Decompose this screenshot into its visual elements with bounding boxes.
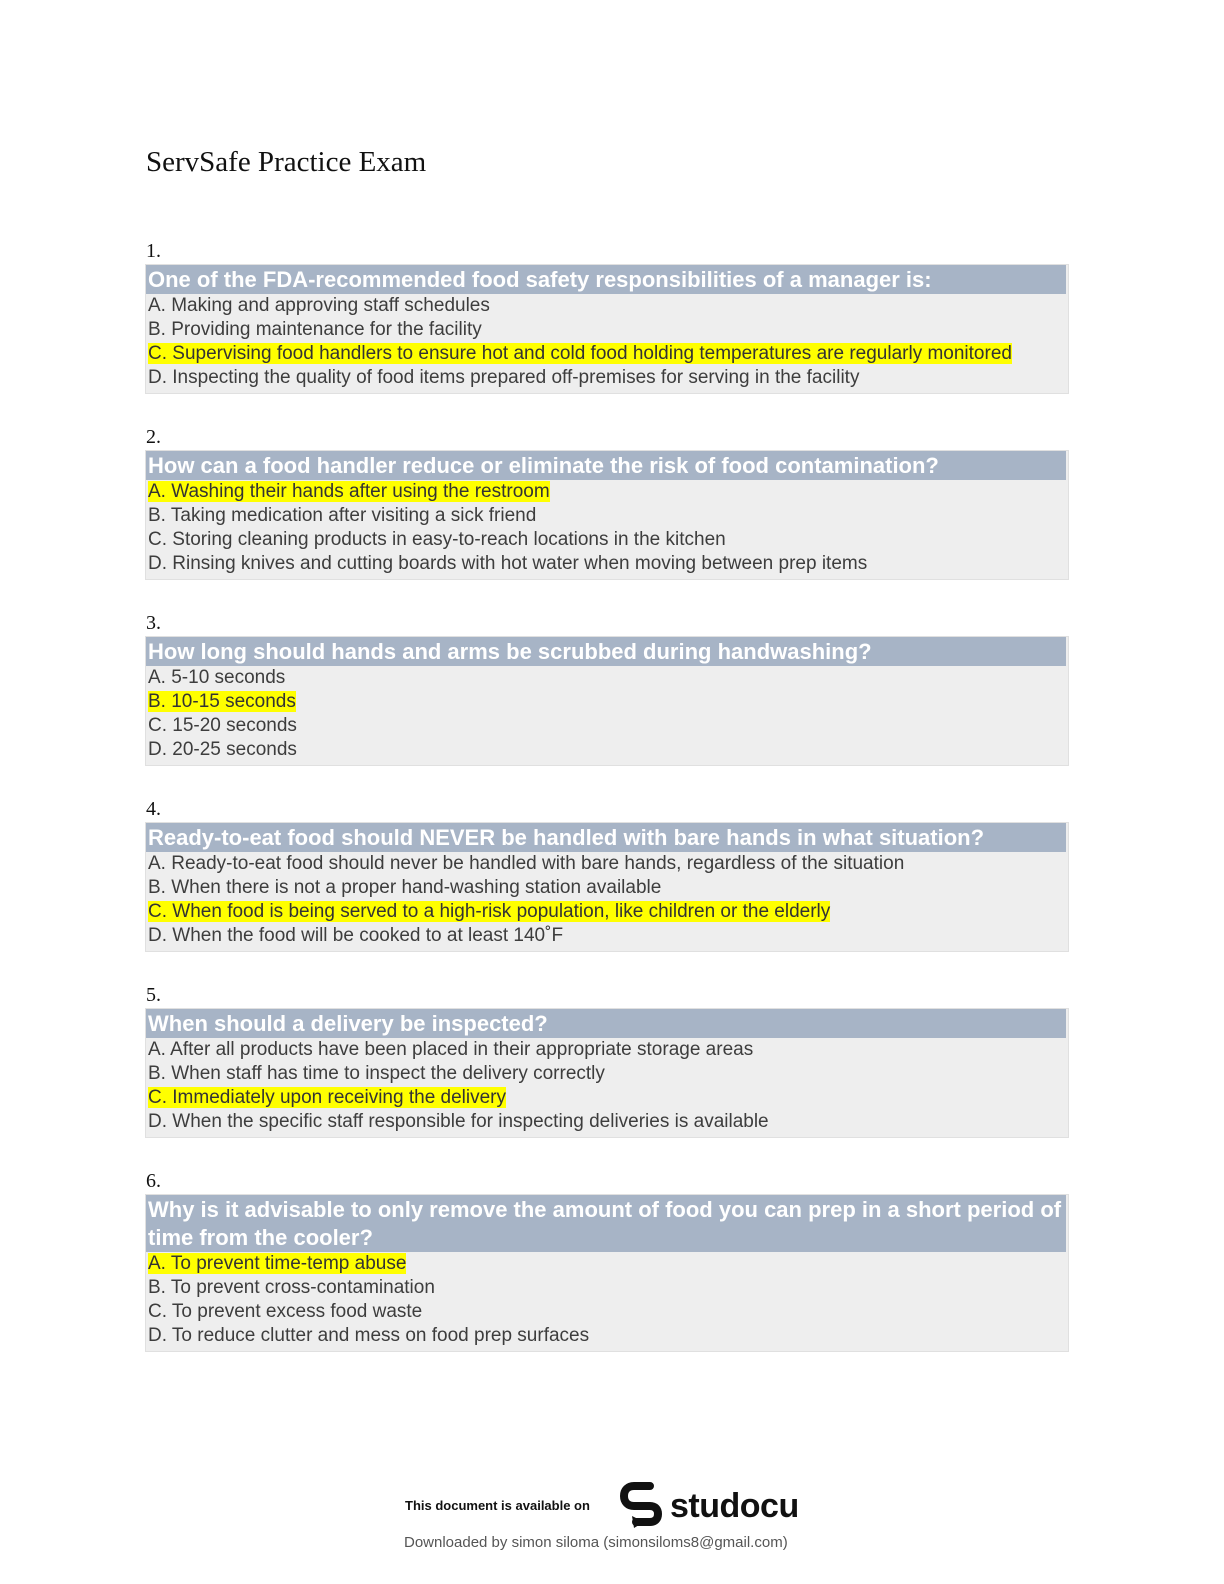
answer-option-text: A. Making and approving staff schedules	[148, 295, 490, 316]
question-text: How long should hands and arms be scrubbed during handwashing?	[146, 637, 1066, 666]
answer-option	[146, 924, 1068, 948]
answer-option-correct	[146, 480, 1068, 504]
answer-option	[146, 1324, 1068, 1348]
question-block	[145, 424, 1069, 580]
question-box	[145, 1008, 1069, 1138]
question-text: One of the FDA-recommended food safety responsibilities of a manager is:	[146, 265, 1066, 294]
answer-option-text: C. To prevent excess food waste	[148, 1301, 423, 1322]
answer-option-text: C. Immediately upon receiving the delivery	[148, 1087, 507, 1108]
answer-option	[146, 876, 1068, 900]
question-box	[145, 636, 1069, 766]
question-box	[145, 822, 1069, 952]
question-box	[145, 264, 1069, 394]
question-number: 6.	[146, 1170, 161, 1192]
question-block	[145, 796, 1069, 952]
answer-option-text: D. When the food will be cooked to at least 140˚F	[148, 925, 564, 946]
page-title: ServSafe Practice Exam	[146, 146, 427, 178]
answer-option	[146, 738, 1068, 762]
answer-option-text: C. Supervising food handlers to ensure hot and cold food holding temperatures are regularly monitored	[148, 343, 1012, 364]
studocu-logo-icon	[620, 1482, 666, 1530]
answer-option-text: D. Rinsing knives and cutting boards with hot water when moving between prep items	[148, 553, 868, 574]
question-box	[145, 1194, 1069, 1352]
downloaded-by-text: Downloaded by simon siloma (simonsiloms8@gmail.com)	[404, 1534, 788, 1551]
answer-option-text: A. Washing their hands after using the restroom	[148, 481, 550, 502]
available-on-text: This document is available on	[405, 1498, 590, 1513]
answer-option-text: C. Storing cleaning products in easy-to-reach locations in the kitchen	[148, 529, 726, 550]
answer-option	[146, 294, 1068, 318]
question-list	[145, 238, 1069, 1382]
answer-option-correct	[146, 690, 1068, 714]
answer-option-text: B. To prevent cross-contamination	[148, 1277, 435, 1298]
answer-option-correct	[146, 900, 1068, 924]
footer	[0, 1478, 1224, 1568]
question-number: 5.	[146, 984, 161, 1006]
answer-option-text: C. When food is being served to a high-risk population, like children or the elderly	[148, 901, 831, 922]
question-number: 3.	[146, 612, 161, 634]
answer-options	[146, 666, 1068, 762]
answer-option-text: D. When the specific staff responsible for inspecting deliveries is available	[148, 1111, 769, 1132]
question-block	[145, 1168, 1069, 1352]
answer-option	[146, 366, 1068, 390]
answer-option	[146, 714, 1068, 738]
answer-options	[146, 1252, 1068, 1348]
answer-option-correct	[146, 342, 1068, 366]
answer-option-correct	[146, 1086, 1068, 1110]
studocu-logo[interactable]	[620, 1482, 799, 1530]
question-number: 4.	[146, 798, 161, 820]
answer-option-text: B. 10-15 seconds	[148, 691, 296, 712]
studocu-wordmark: studocu	[670, 1486, 799, 1525]
answer-option-text: A. 5-10 seconds	[148, 667, 286, 688]
answer-option-text: B. When staff has time to inspect the delivery correctly	[148, 1063, 605, 1084]
answer-option	[146, 318, 1068, 342]
answer-option-text: A. Ready-to-eat food should never be handled with bare hands, regardless of the situation	[148, 853, 905, 874]
question-block	[145, 238, 1069, 394]
question-number: 2.	[146, 426, 161, 448]
answer-options	[146, 480, 1068, 576]
answer-option	[146, 852, 1068, 876]
answer-option	[146, 528, 1068, 552]
question-text: How can a food handler reduce or eliminate the risk of food contamination?	[146, 451, 1066, 480]
answer-option-text: A. After all products have been placed in their appropriate storage areas	[148, 1039, 754, 1060]
answer-option	[146, 666, 1068, 690]
answer-option	[146, 504, 1068, 528]
answer-option	[146, 552, 1068, 576]
question-block	[145, 610, 1069, 766]
question-text: Ready-to-eat food should NEVER be handled with bare hands in what situation?	[146, 823, 1066, 852]
answer-option-text: D. To reduce clutter and mess on food prep surfaces	[148, 1325, 590, 1346]
answer-option-text: A. To prevent time-temp abuse	[148, 1253, 407, 1274]
answer-options	[146, 1038, 1068, 1134]
question-number: 1.	[146, 240, 161, 262]
question-text: Why is it advisable to only remove the amount of food you can prep in a short period of time from the cooler?	[146, 1195, 1066, 1252]
answer-option-text: C. 15-20 seconds	[148, 715, 297, 736]
answer-option	[146, 1062, 1068, 1086]
answer-option-correct	[146, 1252, 1068, 1276]
answer-options	[146, 294, 1068, 390]
question-text: When should a delivery be inspected?	[146, 1009, 1066, 1038]
answer-option-text: D. Inspecting the quality of food items prepared off-premises for serving in the facility	[148, 367, 860, 388]
answer-options	[146, 852, 1068, 948]
question-box	[145, 450, 1069, 580]
answer-option	[146, 1276, 1068, 1300]
answer-option	[146, 1300, 1068, 1324]
question-block	[145, 982, 1069, 1138]
answer-option	[146, 1110, 1068, 1134]
answer-option	[146, 1038, 1068, 1062]
answer-option-text: B. Providing maintenance for the facility	[148, 319, 482, 340]
answer-option-text: D. 20-25 seconds	[148, 739, 297, 760]
answer-option-text: B. When there is not a proper hand-washing station available	[148, 877, 662, 898]
answer-option-text: B. Taking medication after visiting a sick friend	[148, 505, 537, 526]
